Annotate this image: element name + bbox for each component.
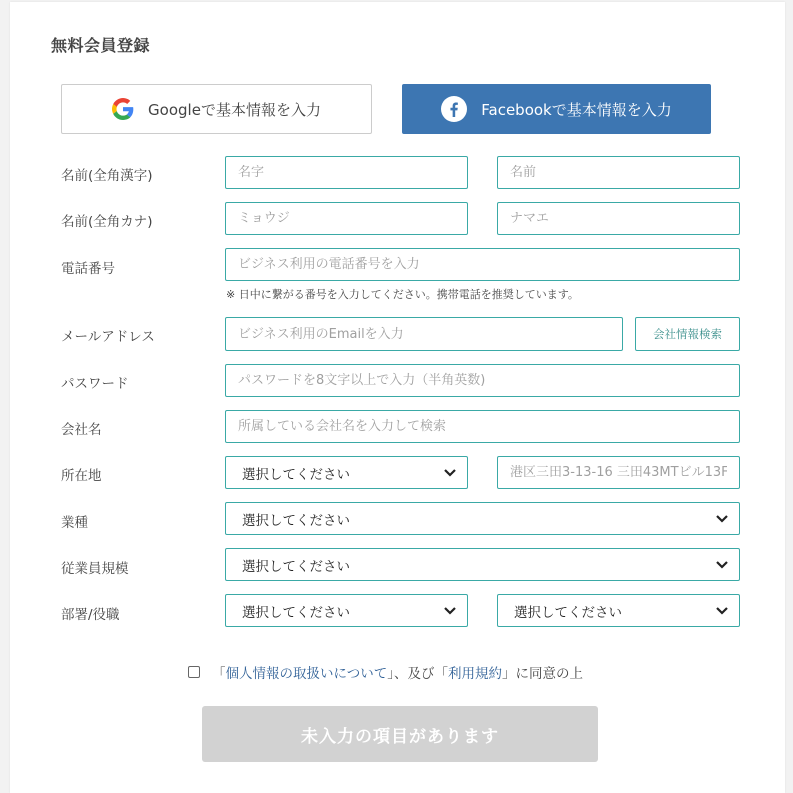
dept-role-label: 部署/役職: [61, 607, 120, 623]
google-icon: [112, 98, 134, 120]
address-label: 所在地: [61, 468, 102, 484]
industry-label: 業種: [61, 515, 88, 531]
phone-label: 電話番号: [61, 261, 115, 277]
email-label: メールアドレス: [61, 329, 155, 345]
agreement-middle-text: 」、及び「: [387, 666, 448, 682]
first-name-kanji-input[interactable]: [497, 156, 740, 189]
department-select-value: 選択してください: [242, 604, 350, 621]
submit-button[interactable]: 未入力の項目があります: [202, 706, 598, 762]
role-select[interactable]: [497, 594, 740, 627]
google-signup-label: Googleで基本情報を入力: [148, 100, 321, 119]
chevron-down-icon: [443, 606, 457, 616]
phone-note: ※ 日中に繋がる番号を入力してください。携帯電話を推奨しています。: [226, 288, 579, 301]
first-name-kana-input[interactable]: [497, 202, 740, 235]
agreement-checkbox[interactable]: [188, 666, 200, 678]
prefecture-select-value: 選択してください: [242, 466, 350, 483]
facebook-signup-label: Facebookで基本情報を入力: [481, 100, 672, 119]
industry-select[interactable]: [225, 502, 740, 535]
facebook-signup-button[interactable]: [402, 84, 711, 134]
company-label: 会社名: [61, 422, 102, 438]
email-input[interactable]: [225, 317, 623, 351]
chevron-down-icon: [715, 560, 729, 570]
google-signup-button[interactable]: [61, 84, 372, 134]
facebook-icon: [441, 96, 467, 122]
page-title: 無料会員登録: [51, 36, 151, 55]
privacy-policy-link[interactable]: 個人情報の取扱いについて: [225, 666, 388, 682]
last-name-kanji-input[interactable]: [225, 156, 468, 189]
name-kanji-label: 名前(全角漢字): [61, 168, 153, 184]
employees-select[interactable]: [225, 548, 740, 581]
employees-label: 従業員規模: [61, 561, 129, 577]
chevron-down-icon: [443, 468, 457, 478]
agreement-row: [188, 662, 583, 682]
name-kana-label: 名前(全角カナ): [61, 214, 153, 230]
chevron-down-icon: [715, 606, 729, 616]
agreement-quote-open: 「: [212, 666, 226, 682]
agreement-suffix-text: 」に同意の上: [501, 666, 583, 682]
phone-input[interactable]: [225, 248, 740, 281]
industry-select-value: 選択してください: [242, 512, 350, 529]
password-input[interactable]: [225, 364, 740, 397]
department-select[interactable]: [225, 594, 468, 627]
employees-select-value: 選択してください: [242, 558, 350, 575]
terms-link[interactable]: 利用規約: [447, 666, 502, 682]
company-lookup-button[interactable]: 会社情報検索: [635, 317, 740, 351]
password-label: パスワード: [61, 376, 129, 392]
last-name-kana-input[interactable]: [225, 202, 468, 235]
role-select-value: 選択してください: [514, 604, 622, 621]
prefecture-select[interactable]: [225, 456, 468, 489]
chevron-down-icon: [715, 514, 729, 524]
address-detail-input[interactable]: [497, 456, 740, 489]
company-input[interactable]: [225, 410, 740, 443]
